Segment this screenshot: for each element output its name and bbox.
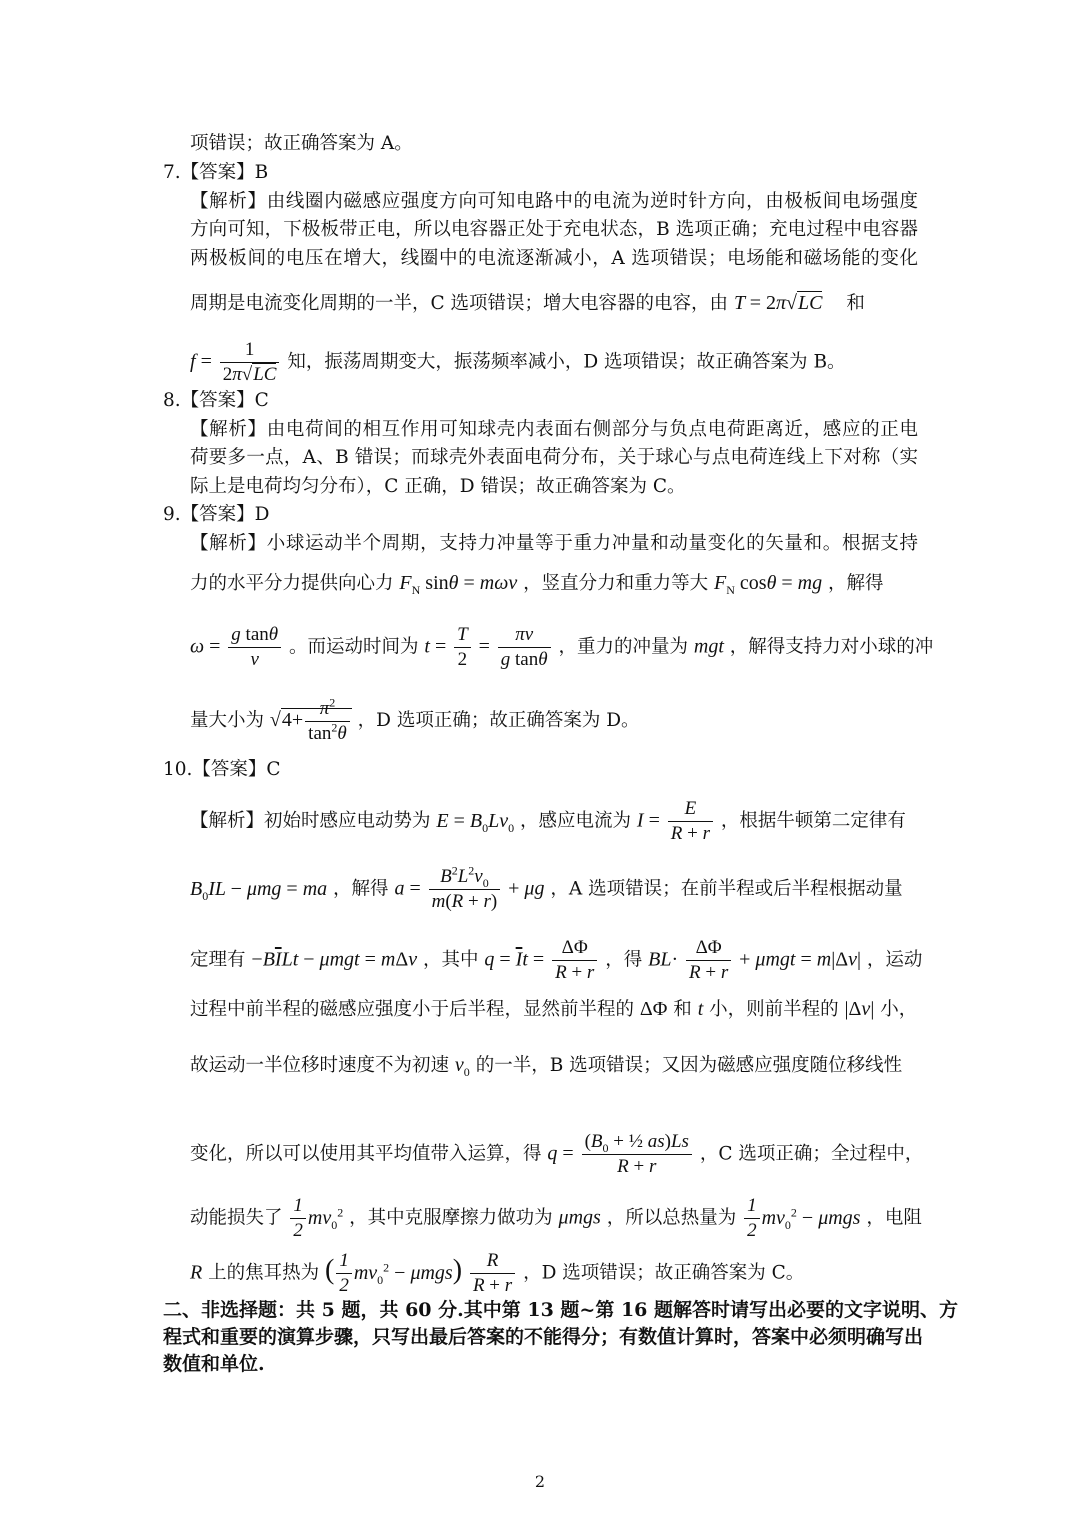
text: ，竖直分力和重力等大 (523, 573, 709, 594)
formula: $-B\overline{I}Lt - \mu mgt = m\Delta v$ (251, 948, 418, 971)
fraction: $\frac{B^2L^2v_0}{m(R + r)}$ (429, 865, 501, 914)
text: 知，振荡周期变大，振荡频率减小，D 选项错误；故正确答案为 B。 (287, 351, 846, 373)
text: ，D 选项正确；故正确答案为 D。 (357, 710, 640, 732)
section-heading: 二、非选择题：共 5 题，共 60 分.其中第 13 题~第 16 题解答时请写出必要的文字说明、方 (163, 1299, 958, 1321)
formula: $F_N$ cosθ = mg (714, 572, 823, 597)
section-heading: 程式和重要的演算步骤，只写出最后答案的不能得分；有数值计算时，答案中必须明确写出 (163, 1326, 924, 1348)
text: ，解得 (828, 573, 884, 594)
formula-line (190, 797, 918, 846)
fraction: $\frac{1}{2}$ (336, 1249, 352, 1298)
formula: $q = \overline{I}t$ = (484, 948, 545, 971)
text: ，得 (605, 949, 643, 971)
formula: I = (636, 809, 660, 832)
text-line: 两极板间的电压在增大，线圈中的电流逐渐减小，A 选项错误；电场能和磁场能的变化 (190, 248, 918, 269)
text: 力的水平分力提供向心力 (190, 573, 394, 594)
text-line: 项错误；故正确答案为 A。 (190, 133, 413, 154)
text: ，C 选项正确；全过程中， (699, 1143, 924, 1165)
formula: mgt (693, 635, 724, 658)
fraction: $\frac{1}{2}$ (290, 1194, 306, 1243)
fraction: $\frac{\text{g tanθ}}{v}$ (228, 623, 281, 672)
symbol: t (697, 998, 704, 1020)
q8-answer: 8.【答案】C (163, 390, 269, 411)
text-line: 荷要多一点，A、B 错误；而球壳外表面电荷分布，关于球心与点电荷连线上下对称（实 (190, 447, 918, 468)
text: ，运动 (866, 949, 923, 971)
text: 小，则前半程的 (709, 999, 839, 1020)
formula-line (190, 570, 918, 597)
formula-line (190, 996, 918, 1023)
fraction: $\frac{\Delta\Phi}{R + r}$ (686, 936, 731, 985)
text: 上的焦耳热为 (208, 1262, 320, 1284)
text-line: 【解析】由电荷间的相互作用可知球壳内表面右侧部分与负点电荷距离近，感应的正电 (190, 419, 918, 440)
text-line: 际上是电荷均匀分布），C 正确，D 错误；故正确答案为 C。 (190, 476, 686, 497)
fraction: $\frac{\Delta\Phi}{R + r}$ (552, 936, 597, 985)
q10-answer: 10.【答案】C (163, 759, 281, 780)
text: 过程中前半程的磁感应强度小于后半程，显然前半程的 (190, 999, 635, 1020)
formula-line (190, 290, 918, 317)
formula: μmgs (558, 1206, 601, 1229)
formula-period: T = 2π√LC (733, 292, 823, 314)
text: ，其中 (422, 949, 479, 971)
section-heading: 数值和单位. (163, 1353, 265, 1375)
formula-line: 动能损失了 $\frac{1}{2}$ $mv_0^2$ ，其中克服摩擦力做功为 μmgs ，所以总热量为 $\frac{1}{2}$ $mv_0^2 - \mu mgs$ ，电阻 (190, 1195, 922, 1241)
text: 变化，所以可以使用其平均值带入运算，得 (190, 1143, 542, 1165)
text: ，解得 (333, 878, 389, 900)
text: ，解得支持力对小球的冲 (729, 636, 934, 658)
fraction: $\frac{T}{2}$ (454, 623, 471, 672)
formula: q = (547, 1142, 574, 1165)
text: ，其中克服摩擦力做功为 (349, 1207, 553, 1229)
text: 【解析】初始时感应电动势为 (190, 810, 431, 832)
formula-line: 定理有 $-B\overline{I}Lt - \mu mgt = m\Delta v$ ，其中 $q = \overline{I}t$ = $\frac{\Delta\Phi}{R + r}$ ，得 BL· $\frac{\Delta\Phi}{R + r}$ + μmgt = m|Δv| ，运动 (190, 937, 923, 983)
text-line: 【解析】小球运动半个周期，支持力冲量等于重力冲量和动量变化的矢量和。根据支持 (190, 533, 918, 554)
symbol: |Δv| (844, 998, 875, 1020)
formula: BL· (648, 948, 679, 971)
symbol: ΔΦ (639, 998, 668, 1020)
formula-impulse: √4+ $\frac{\pi^2}{\tan^2\theta}$ (270, 708, 352, 731)
formula-frequency: f = (190, 350, 212, 373)
text: 和 (673, 999, 692, 1020)
text-line: 【解析】由线圈内磁感应强度方向可知电路中的电流为逆时针方向，由极板间电场强度 (190, 191, 918, 212)
fraction: $\frac{(B_0 + \frac{1}{2} as)Ls}{R + r}$ (582, 1130, 692, 1179)
formula: t = (424, 635, 447, 658)
fraction: $\frac{1}{2}$ (744, 1194, 760, 1243)
text: ，所以总热量为 (606, 1207, 737, 1229)
formula: $E = B_0Lv_0$ (436, 809, 515, 835)
page-number: 2 (534, 1472, 546, 1491)
text-line: 方向可知，下极板带正电，所以电容器正处于充电状态，B 选项正确；充电过程中电容器 (190, 219, 918, 240)
text: ，电阻 (866, 1207, 922, 1229)
formula-line (190, 338, 918, 387)
text: 动能损失了 (190, 1207, 283, 1229)
formula-line: $B_0IL - \mu mg$ = ma ，解得 a = $\frac{B^2L^2v_0}{m(R + r)}$ + μg ，A 选项错误；在前半程或后半程根据动量 (190, 863, 903, 912)
text: 周期是电流变化周期的一半，C 选项错误；增大电容器的电容，由 (190, 293, 729, 314)
text: 故运动一半位移时速度不为初速 (190, 1055, 450, 1076)
text: 和 (846, 293, 865, 314)
formula-line (190, 1130, 924, 1179)
formula-line (190, 1052, 918, 1079)
text: ，根据牛顿第二定律有 (720, 810, 906, 832)
formula-line: R 上的焦耳热为 ( $\frac{1}{2}$ $mv_0^2 - \mu mgs$) $\frac{R}{R + r}$ ，D 选项错误；故正确答案为 C。 (190, 1250, 805, 1296)
formula-line (190, 697, 918, 746)
fraction: $\frac{\pi v}{\text{g tanθ}}$ (498, 623, 551, 672)
fraction: $\frac{1}{2\pi√LC}$ (220, 338, 280, 387)
q7-answer: 7.【答案】B (163, 162, 269, 183)
symbol: R (190, 1261, 203, 1284)
text: ，A 选项错误；在前半程或后半程根据动量 (550, 878, 903, 900)
formula: ω = (190, 635, 221, 658)
text: 的一半，B 选项错误；又因为磁感应强度随位移线性 (475, 1055, 903, 1076)
fraction: $\frac{E}{R + r}$ (668, 797, 713, 846)
text: ，感应电流为 (520, 810, 632, 832)
text: 。而运动时间为 (289, 636, 419, 658)
formula: a = (394, 877, 421, 900)
fraction: $\frac{R}{R + r}$ (470, 1249, 515, 1298)
text: ，重力的冲量为 (558, 636, 688, 658)
text: 小， (880, 999, 918, 1020)
text: 定理有 (190, 949, 246, 971)
formula: $B_0IL - \mu mg$ = ma (190, 877, 328, 903)
formula-line: ω = $\frac{\text{g tanθ}}{v}$ 。而运动时间为 t = $\frac{T}{2}$ = $\frac{\pi v}{\text{g tanθ}}$ ，重力的冲量为 mgt ，解得支持力对小球的冲 (190, 624, 934, 670)
symbol: $v_0$ (454, 1054, 470, 1079)
text: 量大小为 (190, 710, 265, 732)
text: ，D 选项错误；故正确答案为 C。 (523, 1262, 805, 1284)
formula: $F_N$ sinθ = mωv (399, 572, 518, 597)
q9-answer: 9.【答案】D (163, 504, 270, 525)
